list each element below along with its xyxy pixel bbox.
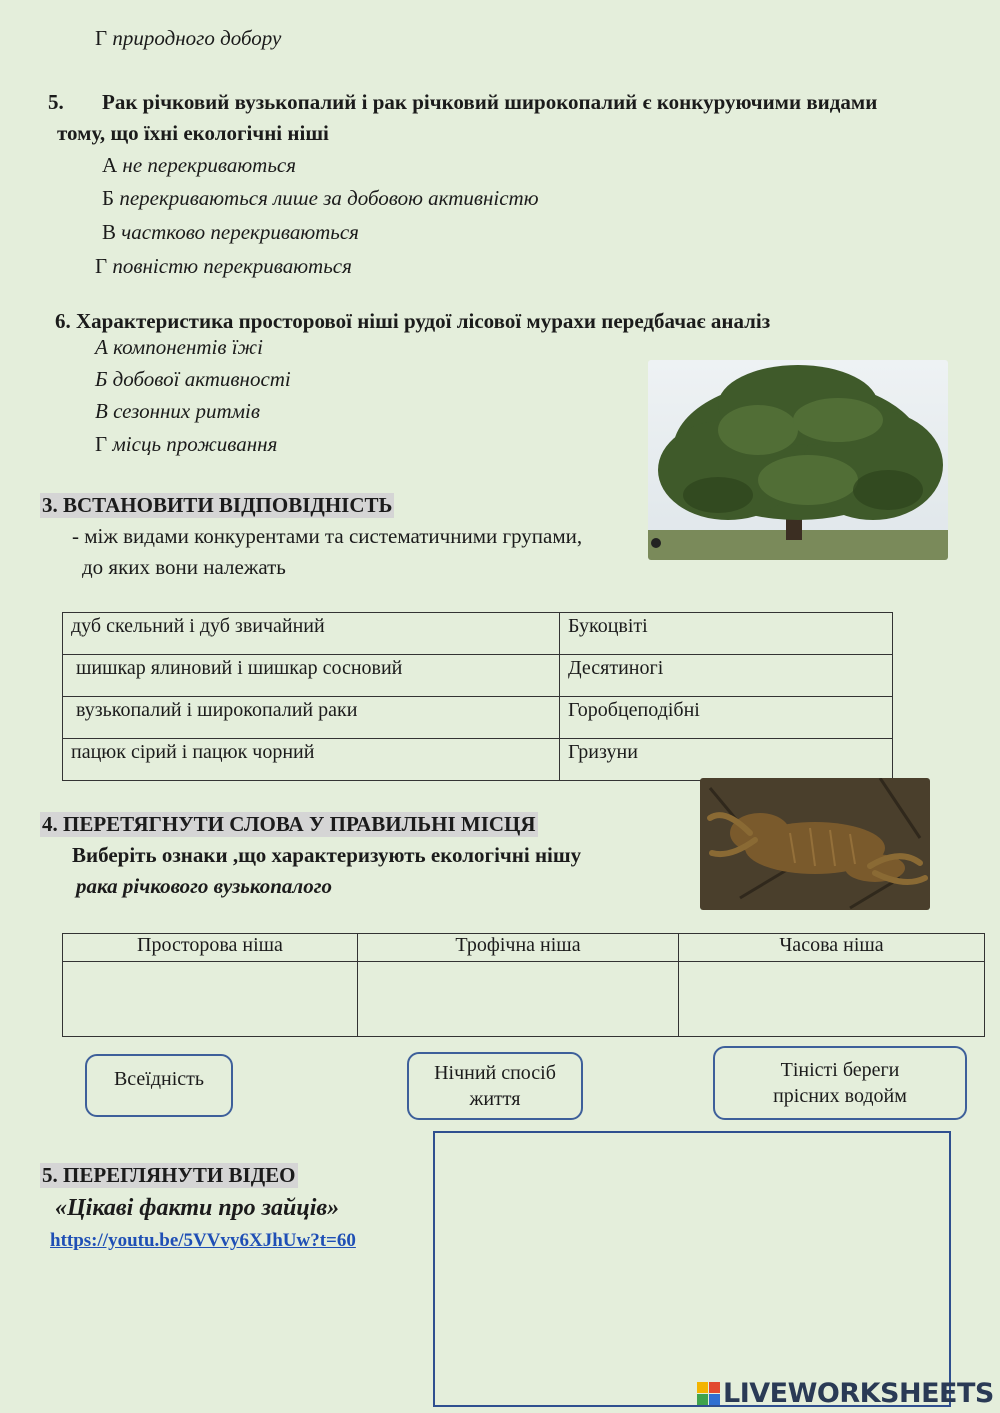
crayfish-image [700, 778, 930, 910]
option-text: компонентів їжі [113, 335, 263, 359]
video-title: «Цікаві факти про зайців» [55, 1195, 340, 1221]
drag-chip-shady-banks[interactable] [713, 1046, 967, 1120]
q5-question-line2: тому, що їхні екологічні ніші [57, 121, 329, 145]
table-cell-group[interactable]: Горобцеподібні [560, 697, 893, 739]
section4-instruction-line2: рака річкового вузькопалого [76, 874, 332, 898]
drag-chip-nocturnal[interactable] [407, 1052, 583, 1120]
option-text: не перекриваються [122, 153, 296, 177]
chip-label: Тіністі береги прісних водойм [773, 1059, 907, 1107]
table-cell-species[interactable]: шишкар ялиновий і шишкар сосновий [63, 655, 560, 697]
q6-option-g[interactable] [95, 432, 277, 457]
table-cell-species[interactable]: вузькопалий і широкопалий раки [63, 697, 560, 739]
logo-text: LIVEWORKSHEETS [723, 1378, 994, 1409]
drop-zone-trophic[interactable] [358, 962, 679, 1037]
option-text: частково перекриваються [121, 220, 359, 244]
table-cell-species[interactable]: дуб скельний і дуб звичайний [63, 613, 560, 655]
option-letter: Г [95, 26, 108, 50]
drop-zone-spatial[interactable] [63, 962, 358, 1037]
chip-label: Нічний спосіб життя [434, 1062, 556, 1110]
option-letter: В [95, 399, 108, 423]
video-link[interactable]: https://youtu.be/5VVvy6XJhUw?t=60 [50, 1230, 356, 1251]
option-text: природного добору [112, 26, 282, 50]
section3-instruction-line1: - між видами конкурентами та систематичними групами, [72, 524, 583, 548]
q5-option-v[interactable] [102, 220, 359, 245]
header-trophic-niche: Трофічна ніша [358, 934, 679, 962]
q5-option-g[interactable] [95, 254, 352, 279]
q5-option-a[interactable] [102, 153, 296, 178]
table-row [63, 613, 893, 655]
drop-zone-temporal[interactable] [679, 962, 985, 1037]
option-letter: Г [95, 432, 108, 456]
q6-question: 6. Характеристика просторової ніші рудої лісової мурахи передбачає аналіз [55, 309, 771, 333]
option-text: сезонних ритмів [113, 399, 261, 423]
chip-label: Всеїдність [113, 1068, 205, 1090]
header-temporal-niche: Часова ніша [679, 934, 985, 962]
section4-title: 4. ПЕРЕТЯГНУТИ СЛОВА У ПРАВИЛЬНІ МІСЦЯ [42, 812, 536, 836]
section3-title: 3. ВСТАНОВИТИ ВІДПОВІДНІСТЬ [42, 493, 393, 517]
option-text: перекриваються лише за добовою активністю [119, 186, 539, 210]
q5-option-b[interactable] [102, 186, 539, 211]
section3-instruction-line2: до яких вони належать [82, 555, 286, 579]
q5-number: 5. [48, 90, 64, 114]
table-drop-row [63, 962, 985, 1037]
option-text: повністю перекриваються [112, 254, 352, 278]
option-text: місць проживання [112, 432, 278, 456]
q6-option-a[interactable] [95, 335, 263, 360]
option-text: добової активності [112, 367, 291, 391]
q4-option-g [95, 26, 281, 51]
oak-tree-image [648, 360, 948, 560]
option-letter: А [102, 153, 118, 177]
option-letter: Б [95, 367, 108, 391]
option-letter: Г [95, 254, 108, 278]
table-cell-group[interactable]: Десятиногі [560, 655, 893, 697]
drag-chip-omnivory[interactable] [85, 1054, 233, 1117]
q6-option-b[interactable] [95, 367, 291, 392]
video-embed-box[interactable] [433, 1131, 951, 1407]
live-badge-icon [697, 1382, 720, 1405]
q6-option-v[interactable] [95, 399, 260, 424]
liveworksheets-logo [697, 1378, 994, 1409]
option-letter: А [95, 335, 108, 359]
table-row [63, 655, 893, 697]
niche-table [62, 933, 985, 1037]
header-spatial-niche: Просторова ніша [63, 934, 358, 962]
option-letter: В [102, 220, 117, 244]
table-row [63, 697, 893, 739]
section5-title: 5. ПЕРЕГЛЯНУТИ ВІДЕО [42, 1163, 296, 1187]
option-letter: Б [102, 186, 115, 210]
section4-instruction-line1: Виберіть ознаки ,що характеризують екологічні нішу [72, 843, 582, 867]
table-row [63, 739, 893, 781]
image-badge-icon [651, 538, 661, 548]
table-header-row [63, 934, 985, 962]
table-cell-group[interactable]: Букоцвіті [560, 613, 893, 655]
table-cell-species[interactable]: пацюк сірий і пацюк чорний [63, 739, 560, 781]
table-cell-group[interactable]: Гризуни [560, 739, 893, 781]
q5-question-line1: Рак річковий вузькопалий і рак річковий широкопалий є конкуруючими видами [102, 90, 878, 114]
matching-table [62, 612, 893, 781]
